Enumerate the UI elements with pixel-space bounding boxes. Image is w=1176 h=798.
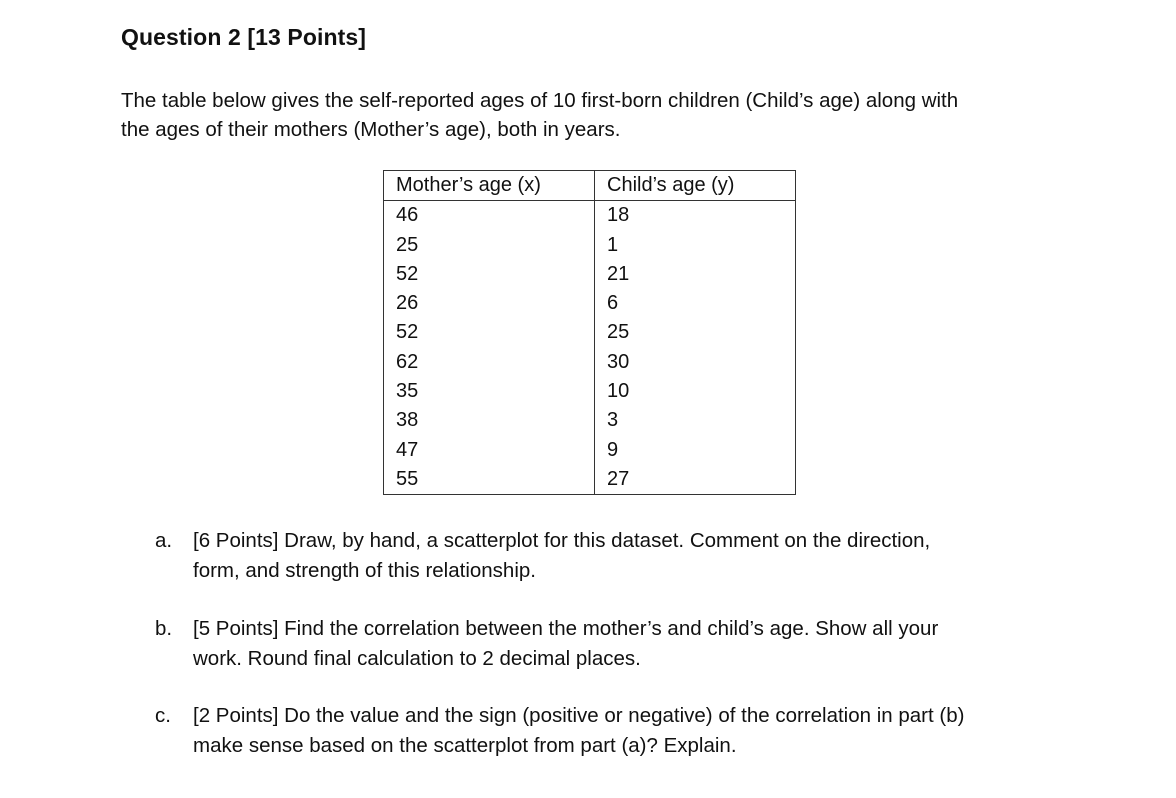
list-marker: a.: [155, 529, 173, 552]
mothers-age-cell: 26: [384, 289, 595, 318]
childs-age-cell: 30: [595, 348, 796, 377]
list-marker: b.: [155, 617, 173, 640]
question-text-line: [2 Points] Do the value and the sign (positive or negative) of the correlation in part (b): [193, 704, 965, 727]
table-row: [384, 465, 796, 495]
childs-age-cell: 18: [595, 201, 796, 231]
question-text-line: [6 Points] Draw, by hand, a scatterplot for this dataset. Comment on the direction,: [193, 529, 931, 552]
table-row: [384, 231, 796, 260]
column-header-mothers-age: Mother’s age (x): [384, 171, 595, 201]
childs-age-cell: 6: [595, 289, 796, 318]
childs-age-cell: 10: [595, 377, 796, 406]
question-text-line: [5 Points] Find the correlation between the mother’s and child’s age. Show all your: [193, 617, 939, 640]
list-marker: c.: [155, 704, 171, 727]
column-header-childs-age: Child’s age (y): [595, 171, 796, 201]
childs-age-cell: 21: [595, 260, 796, 289]
table-row: [384, 289, 796, 318]
table-row: [384, 436, 796, 465]
age-data-table: [383, 170, 796, 495]
mothers-age-cell: 25: [384, 231, 595, 260]
mothers-age-cell: 46: [384, 201, 595, 231]
table-row: [384, 260, 796, 289]
mothers-age-cell: 47: [384, 436, 595, 465]
question-part-c: [155, 701, 1055, 760]
question-heading: Question 2 [13 Points]: [121, 24, 367, 50]
childs-age-cell: 25: [595, 318, 796, 347]
intro-line-1: The table below gives the self-reported ages of 10 first-born children (Child’s age) along with: [121, 89, 959, 112]
intro-line-2: the ages of their mothers (Mother’s age), both in years.: [121, 118, 621, 141]
childs-age-cell: 1: [595, 231, 796, 260]
table-row: [384, 406, 796, 435]
question-text-line: make sense based on the scatterplot from part (a)? Explain.: [193, 733, 737, 757]
childs-age-cell: 3: [595, 406, 796, 435]
childs-age-cell: 27: [595, 465, 796, 495]
question-part-b: [155, 614, 1055, 673]
mothers-age-cell: 52: [384, 260, 595, 289]
mothers-age-cell: 38: [384, 406, 595, 435]
mothers-age-cell: 62: [384, 348, 595, 377]
question-text-line: work. Round final calculation to 2 decimal places.: [193, 646, 641, 670]
mothers-age-cell: 35: [384, 377, 595, 406]
table-header-row: [384, 171, 796, 201]
intro-paragraph: [121, 86, 1081, 144]
table-row: [384, 201, 796, 231]
table-row: [384, 318, 796, 347]
table-row: [384, 348, 796, 377]
mothers-age-cell: 55: [384, 465, 595, 495]
question-text-line: form, and strength of this relationship.: [193, 558, 536, 582]
childs-age-cell: 9: [595, 436, 796, 465]
question-part-a: [155, 526, 1055, 585]
table-row: [384, 377, 796, 406]
mothers-age-cell: 52: [384, 318, 595, 347]
